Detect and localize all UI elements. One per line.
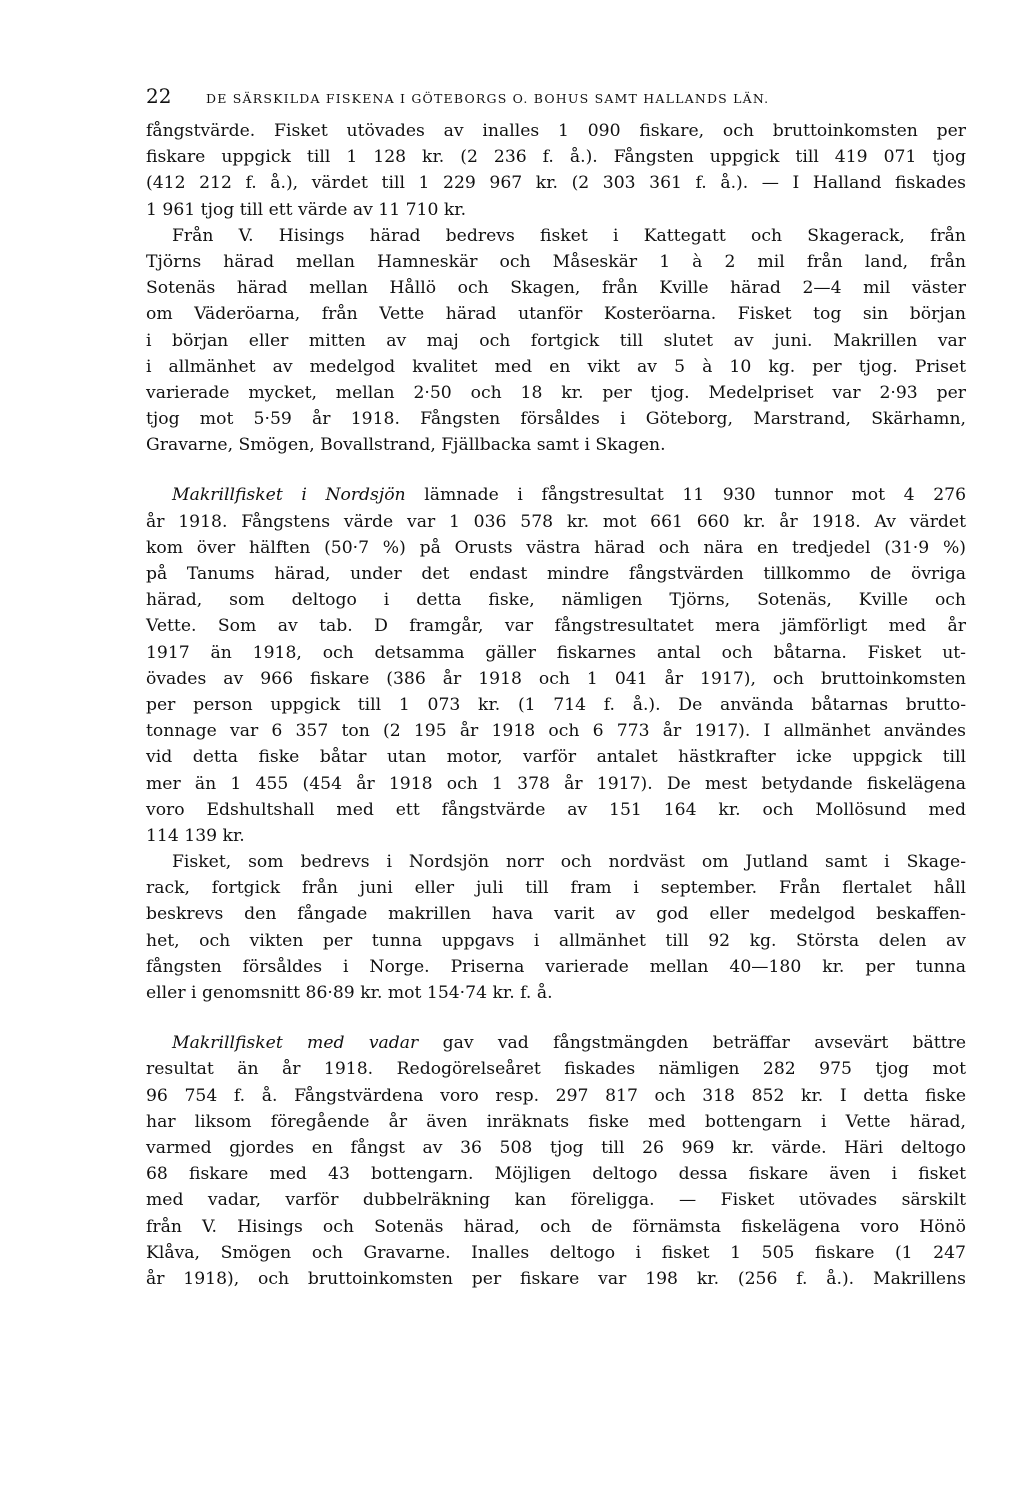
paragraph [146,482,966,849]
text-line: mer än 1 455 (454 år 1918 och 1 378 år 1917). De mest betydande fiskelägena [146,773,966,794]
text-run: lämnade i fångstresultat 11 930 tunnor mot 4 276 [405,485,967,506]
running-head [146,78,966,118]
italic-heading: Makrillfisket i Nordsjön [172,485,406,506]
section-gap [146,1006,966,1030]
text-line: resultat än år 1918. Redogörelseåret fiskades nämligen 282 975 tjog mot [146,1059,966,1080]
text-line: fiskare uppgick till 1 128 kr. (2 236 f. å.). Fångsten uppgick till 419 071 tjog [146,147,966,168]
paragraph [146,849,966,1006]
text-line: Från V. Hisings härad bedrevs fisket i Kattegatt och Skagerack, från [172,225,966,246]
text-line: med vadar, varför dubbelräkning kan föreligga. — Fisket utövades särskilt [146,1190,966,1211]
text-line: i allmänhet av medelgod kvalitet med en vikt av 5 à 10 kg. per tjog. Priset [146,356,966,377]
text-line: vid detta fiske båtar utan motor, varför antalet hästkrafter icke uppgick till [146,747,966,768]
text-line: varmed gjordes en fångst av 36 508 tjog till 26 969 kr. värde. Häri deltogo [146,1137,966,1158]
italic-heading: Makrillfisket med vadar [172,1033,419,1054]
text-line: 96 754 f. å. Fångstvärdena voro resp. 297 817 och 318 852 kr. I detta fiske [146,1085,966,1106]
text-line: tonnage var 6 357 ton (2 195 år 1918 och 6 773 år 1917). I allmänhet användes [146,721,966,742]
text-line: Klåva, Smögen och Gravarne. Inalles deltogo i fisket 1 505 fiskare (1 247 [146,1242,966,1263]
text-line: beskrevs den fångade makrillen hava varit av god eller medelgod beskaffen- [146,904,966,925]
text-line: Tjörns härad mellan Hamneskär och Måseskär 1 à 2 mil från land, från [146,251,966,272]
text-line: har liksom föregående år även inräknats fiske med bottengarn i Vette härad, [146,1111,966,1132]
text-line: fångsten försåldes i Norge. Priserna varierade mellan 40—180 kr. per tunna [146,956,966,977]
paragraph [146,118,966,223]
text-line: per person uppgick till 1 073 kr. (1 714 f. å.). De använda båtarnas brutto- [146,694,966,715]
text-line: Gravarne, Smögen, Bovallstrand, Fjällbacka samt i Skagen. [146,435,666,456]
paragraph [146,1030,966,1292]
paragraph [146,223,966,459]
text-line: om Väderöarna, från Vette härad utanför Kosteröarna. Fisket tog sin början [146,304,966,325]
text-line: het, och vikten per tunna uppgavs i allmänhet till 92 kg. Största delen av [146,930,966,951]
text-line: år 1918), och bruttoinkomsten per fiskare var 198 kr. (256 f. å.). Makrillens [146,1268,966,1289]
text-line: från V. Hisings och Sotenäs härad, och de förnämsta fiskelägena voro Hönö [146,1216,966,1237]
text-line: 1 961 tjog till ett värde av 11 710 kr. [146,199,467,220]
text-line: 68 fiskare med 43 bottengarn. Möjligen deltogo dessa fiskare även i fisket [146,1164,966,1185]
text-line [146,482,966,508]
page-body [146,78,966,1292]
text-line: år 1918. Fångstens värde var 1 036 578 kr. mot 661 660 kr. år 1918. Av värdet [146,511,966,532]
text-line: i början eller mitten av maj och fortgick till slutet av juni. Makrillen var [146,330,966,351]
text-line: härad, som deltogo i detta fiske, nämligen Tjörns, Sotenäs, Kville och [146,590,966,611]
text-line: voro Edshultshall med ett fångstvärde av 151 164 kr. och Mollösund med [146,799,966,820]
text-line [146,1030,966,1056]
text-line: rack, fortgick från juni eller juli till fram i september. Från flertalet håll [146,878,966,899]
text-line: Fisket, som bedrevs i Nordsjön norr och nordväst om Jutland samt i Skage- [172,852,966,873]
page-number: 22 [146,84,172,108]
text-line: varierade mycket, mellan 2·50 och 18 kr. per tjog. Medelpriset var 2·93 per [146,382,966,403]
text-line: fångstvärde. Fisket utövades av inalles 1 090 fiskare, och bruttoinkomsten per [146,121,966,141]
text-run: gav vad fångstmängden beträffar avsevärt bättre [418,1033,966,1054]
text-line: (412 212 f. å.), värdet till 1 229 967 kr. (2 303 361 f. å.). — I Halland fiskades [146,173,966,194]
text-line: Vette. Som av tab. D framgår, var fångstresultatet mera jämförligt med år [146,616,966,637]
section-gap [146,458,966,482]
text-line: på Tanums härad, under det endast mindre fångstvärden tillkommo de övriga [146,564,966,584]
running-title: DE SÄRSKILDA FISKENA I GÖTEBORGS O. BOHUS SAMT HALLANDS LÄN. [206,91,770,106]
text-line: kom över hälften (50·7 %) på Orusts västra härad och nära en tredjedel (31·9 %) [146,537,966,558]
text-line: Sotenäs härad mellan Hållö och Skagen, från Kville härad 2—4 mil väster [146,278,966,299]
text-line: övades av 966 fiskare (386 år 1918 och 1 041 år 1917), och bruttoinkomsten [146,668,966,689]
text-line: 1917 än 1918, och detsamma gäller fiskarnes antal och båtarna. Fisket ut- [146,642,966,663]
text-line: eller i genomsnitt 86·89 kr. mot 154·74 kr. f. å. [146,983,553,1003]
text-line: 114 139 kr. [146,825,245,846]
text-line: tjog mot 5·59 år 1918. Fångsten försåldes i Göteborg, Marstrand, Skärhamn, [146,409,966,430]
